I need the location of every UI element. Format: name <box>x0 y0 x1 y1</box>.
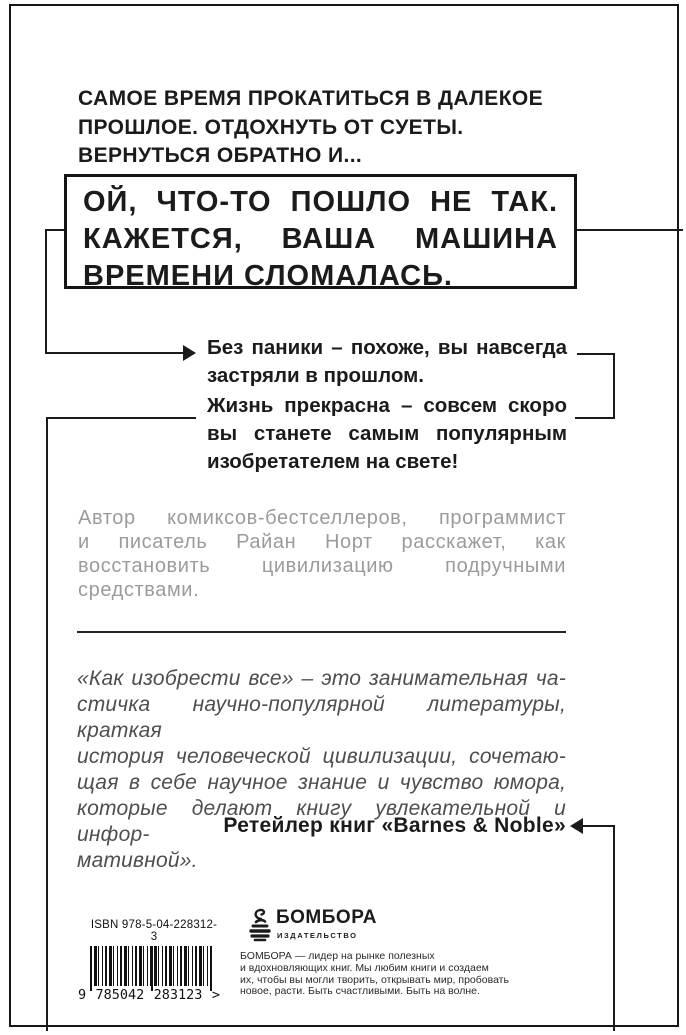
barcode-digit-group-2: 283123 <box>153 987 203 1003</box>
connector-left-vertical-1 <box>45 229 47 354</box>
panic-paragraph-1: Без паники – похоже, вы навсегда застряли в прошлом. <box>207 336 567 387</box>
connector-left-vertical-2 <box>46 417 48 1031</box>
barcode-digits <box>78 987 220 1003</box>
review-attribution: Ретейлер книг «Barnes & Noble» <box>223 814 566 837</box>
bracket-bottom-line <box>575 417 615 419</box>
bracket-vertical-line <box>613 353 615 419</box>
arrow-right-icon <box>183 345 196 361</box>
review-quote: «Как изобрести все» – это занимательная ча- стичка научно-популярной литературы, краткая история человеческой цивилизации, сочетаю- щая в себе научное знание и чувство юмора, которые делают книгу увлекательной и инфор- мативной». <box>77 667 566 872</box>
isbn-label: ISBN 978-5-04-228312-3 <box>90 919 218 943</box>
author-note: Автор комиксов-бестселлеров, программист и писатель Райан Норт расскажет, как восстановить цивилизацию подручными средствами. <box>78 507 566 601</box>
panic-text-block <box>207 334 567 476</box>
barcode-digit-group-1: 785042 <box>95 987 145 1003</box>
teaser-text: САМОЕ ВРЕМЯ ПРОКАТИТЬСЯ В ДАЛЕКОЕ ПРОШЛОЕ. ОТДОХНУТЬ ОТ СУЕТЫ. ВЕРНУТЬСЯ ОБРАТНО И... <box>78 87 544 167</box>
connector-arrow-line-1 <box>45 352 183 354</box>
connector-box-left-stub <box>45 229 64 231</box>
attribution-connector-line <box>582 825 615 827</box>
bombora-logo-icon <box>246 908 273 942</box>
panic-paragraph-2: Жизнь прекрасна – совсем скоро вы станете самым популярным изобретателем на свете! <box>207 394 567 473</box>
publisher-blurb: БОМБОРА — лидер на рынке полезных и вдохновляющих книг. Мы любим книги и создаем их, чтобы вы могли творить, открывать мир, пробовать новое, расти. Быть счастливыми. Быть на волне. <box>240 950 509 998</box>
barcode-center-guard <box>151 946 153 991</box>
barcode-digit-lead: 9 <box>78 987 87 1003</box>
section-divider <box>77 631 566 633</box>
connector-box-right-line <box>577 229 683 231</box>
publisher-name: БОМБОРА <box>276 907 377 928</box>
bracket-top-line <box>577 353 615 355</box>
connector-left-line-2 <box>46 417 196 419</box>
barcode-bars <box>90 946 212 986</box>
barcode-quiet-zone-mark: > <box>211 987 220 1003</box>
publisher-subtitle: ИЗДАТЕЛЬСТВО <box>277 931 358 940</box>
isbn-barcode <box>78 919 220 1003</box>
attribution-vertical-line <box>613 825 615 1031</box>
broken-time-machine-box: ОЙ, ЧТО-ТО ПОШЛО НЕ ТАК. КАЖЕТСЯ, ВАША МАШИНА ВРЕМЕНИ СЛОМАЛАСЬ. <box>64 174 577 289</box>
